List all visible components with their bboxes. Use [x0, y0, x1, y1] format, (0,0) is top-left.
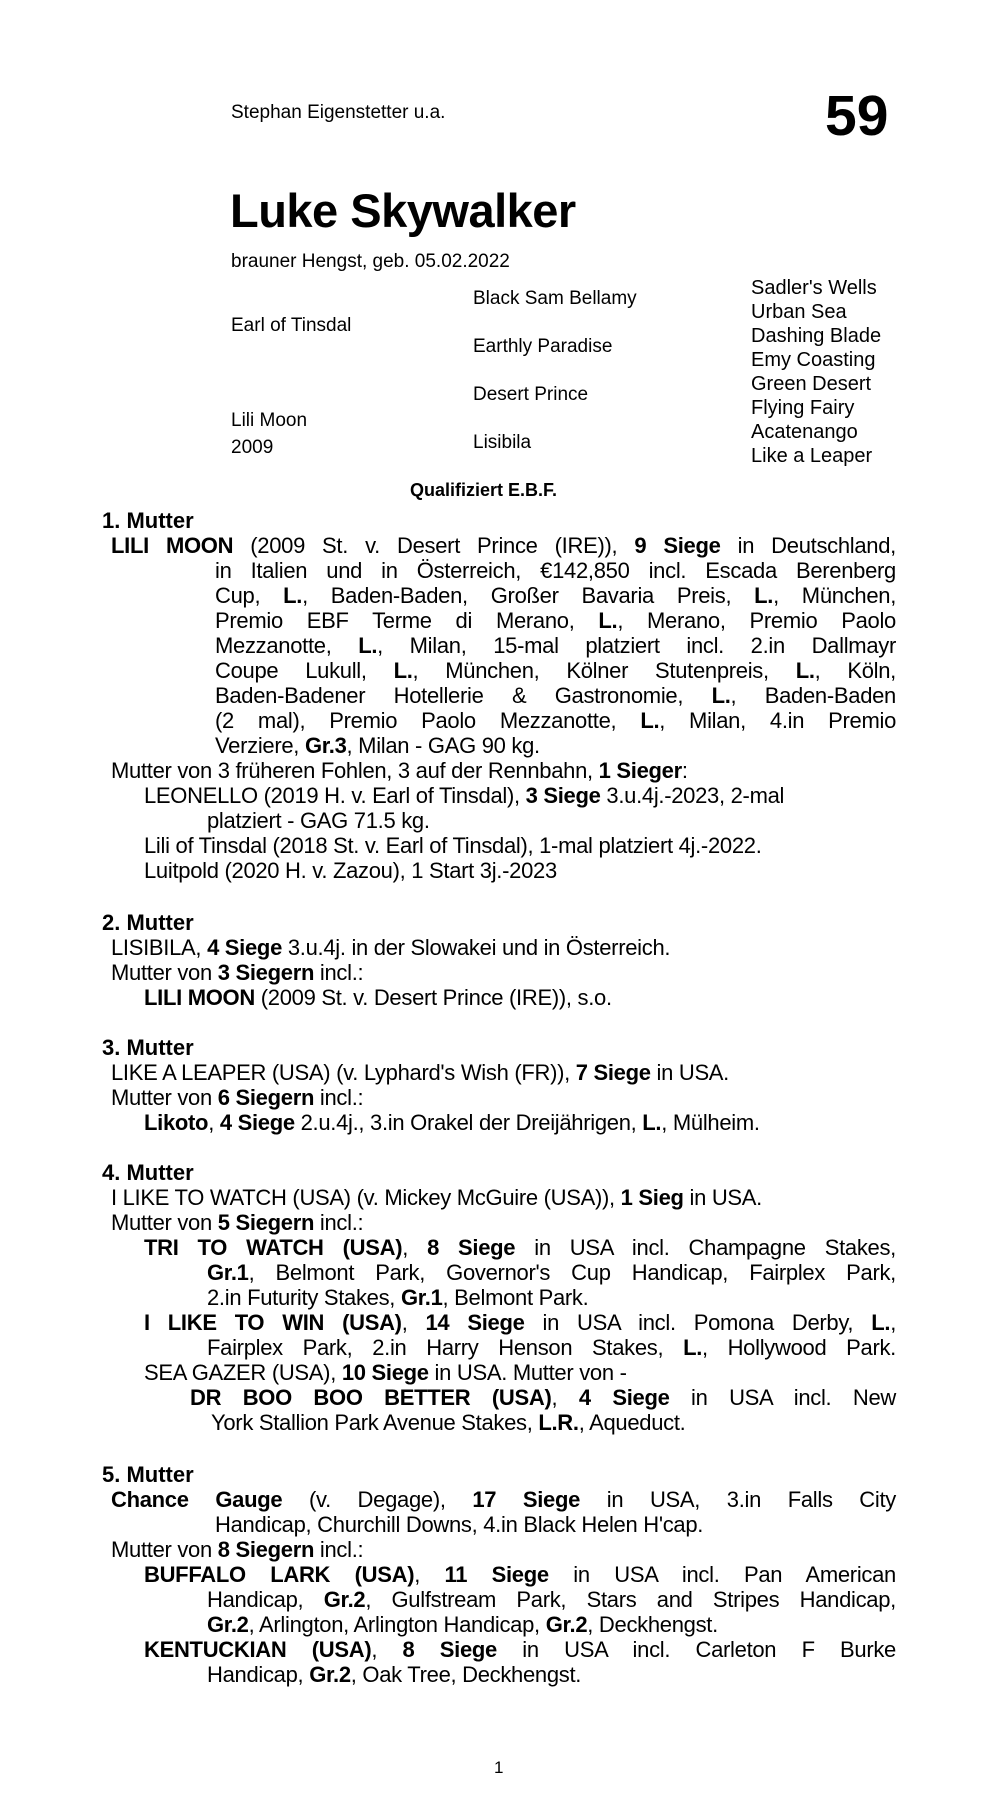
text-line: LILI MOON (2009 St. v. Desert Prince (IRE)), s.o.: [144, 985, 612, 1010]
pedigree-grandparent: Dashing Blade: [751, 325, 882, 347]
text-line: Handicap, Gr.2, Gulfstream Park, Stars and Stripes Handicap,: [207, 1587, 896, 1612]
text-line: Gr.1, Belmont Park, Governor's Cup Handicap, Fairplex Park,: [207, 1260, 896, 1285]
text-line: Mutter von 5 Siegern incl.:: [111, 1210, 364, 1235]
page-number: 1: [494, 1758, 504, 1777]
text-line: Verziere, Gr.3, Milan - GAG 90 kg.: [215, 733, 540, 758]
lot-number: 59: [825, 84, 889, 148]
text-line: LIKE A LEAPER (USA) (v. Lyphard's Wish (FR)), 7 Siege in USA.: [111, 1060, 729, 1085]
text-line: DR BOO BOO BETTER (USA), 4 Siege in USA incl. New: [190, 1385, 896, 1410]
pedigree-parent: Lisibila: [473, 432, 532, 453]
text-line: I LIKE TO WATCH (USA) (v. Mickey McGuire (USA)), 1 Sieg in USA.: [111, 1185, 762, 1210]
qualification: Qualifiziert E.B.F.: [410, 480, 558, 500]
text-line: TRI TO WATCH (USA), 8 Siege in USA incl. Champagne Stakes,: [144, 1235, 896, 1260]
text-line: LISIBILA, 4 Siege 3.u.4j. in der Slowakei und in Österreich.: [111, 935, 671, 960]
section-heading: 2. Mutter: [102, 910, 194, 935]
section-heading: 3. Mutter: [102, 1035, 194, 1060]
text-line: Mutter von 6 Siegern incl.:: [111, 1085, 364, 1110]
pedigree-parent: Earthly Paradise: [473, 336, 613, 357]
text-line: Handicap, Gr.2, Oak Tree, Deckhengst.: [207, 1662, 582, 1687]
section-heading: 4. Mutter: [102, 1160, 194, 1185]
horse-description: brauner Hengst, geb. 05.02.2022: [231, 251, 510, 272]
pedigree-sire: Earl of Tinsdal: [231, 315, 352, 336]
pedigree-grandparent: Sadler's Wells: [751, 277, 877, 299]
text-line: platziert - GAG 71.5 kg.: [207, 808, 430, 833]
pedigree-parent: Black Sam Bellamy: [473, 288, 637, 309]
text-line: 2.in Futurity Stakes, Gr.1, Belmont Park.: [207, 1285, 589, 1310]
pedigree-grandparent: Like a Leaper: [751, 445, 873, 467]
horse-name: Luke Skywalker: [230, 184, 576, 237]
text-line: KENTUCKIAN (USA), 8 Siege in USA incl. Carleton F Burke: [144, 1637, 896, 1662]
text-line: Mutter von 3 Siegern incl.:: [111, 960, 364, 985]
pedigree-grandparents: [751, 276, 881, 468]
text-line: in Italien und in Österreich, €142,850 incl. Escada Berenberg: [215, 558, 896, 583]
pedigree-grandparent: Emy Coasting: [751, 349, 876, 371]
pedigree-parent: Desert Prince: [473, 384, 589, 405]
pedigree-grandparent: Urban Sea: [751, 301, 847, 323]
consignor: Stephan Eigenstetter u.a.: [231, 102, 446, 123]
text-line: (2 mal), Premio Paolo Mezzanotte, L., Milan, 4.in Premio: [215, 708, 896, 733]
text-line: Fairplex Park, 2.in Harry Henson Stakes, L., Hollywood Park.: [207, 1335, 896, 1360]
text-line: Cup, L., Baden-Baden, Großer Bavaria Preis, L., München,: [215, 583, 897, 608]
text-line: BUFFALO LARK (USA), 11 Siege in USA incl. Pan American: [144, 1562, 896, 1587]
text-line: I LIKE TO WIN (USA), 14 Siege in USA incl. Pomona Derby, L.,: [144, 1310, 896, 1335]
text-line: Chance Gauge (v. Degage), 17 Siege in USA, 3.in Falls City: [111, 1487, 896, 1512]
text-line: Luitpold (2020 H. v. Zazou), 1 Start 3j.-2023: [144, 858, 557, 883]
section-heading: 1. Mutter: [102, 508, 194, 533]
pedigree-grandparent: Green Desert: [751, 373, 872, 395]
text-line: Gr.2, Arlington, Arlington Handicap, Gr.2, Deckhengst.: [207, 1612, 718, 1637]
pedigree-grandparent: Flying Fairy: [751, 397, 855, 419]
text-line: SEA GAZER (USA), 10 Siege in USA. Mutter von -: [144, 1360, 627, 1385]
text-line: Lili of Tinsdal (2018 St. v. Earl of Tinsdal), 1-mal platziert 4j.-2022.: [144, 833, 762, 858]
text-line: Likoto, 4 Siege 2.u.4j., 3.in Orakel der Dreijährigen, L., Mülheim.: [144, 1110, 760, 1135]
text-line: Mutter von 3 früheren Fohlen, 3 auf der Rennbahn, 1 Sieger:: [111, 758, 688, 783]
pedigree-dam: Lili Moon: [231, 410, 308, 431]
text-line: Coupe Lukull, L., München, Kölner Stutenpreis, L., Köln,: [215, 658, 896, 683]
text-line: Baden-Badener Hotellerie & Gastronomie, L., Baden-Baden: [215, 683, 896, 708]
text-line: LEONELLO (2019 H. v. Earl of Tinsdal), 3 Siege 3.u.4j.-2023, 2-mal: [144, 783, 785, 808]
text-line: Mezzanotte, L., Milan, 15-mal platziert incl. 2.in Dallmayr: [215, 633, 896, 658]
text-line: Handicap, Churchill Downs, 4.in Black Helen H'cap.: [215, 1512, 704, 1537]
section-heading: 5. Mutter: [102, 1462, 194, 1487]
text-line: Premio EBF Terme di Merano, L., Merano, Premio Paolo: [215, 608, 896, 633]
pedigree-dam-year: 2009: [231, 437, 274, 458]
text-line: LILI MOON (2009 St. v. Desert Prince (IRE)), 9 Siege in Deutschland,: [111, 533, 896, 558]
text-line: York Stallion Park Avenue Stakes, L.R., Aqueduct.: [211, 1410, 686, 1435]
pedigree-grandparent: Acatenango: [751, 421, 858, 443]
text-line: Mutter von 8 Siegern incl.:: [111, 1537, 364, 1562]
